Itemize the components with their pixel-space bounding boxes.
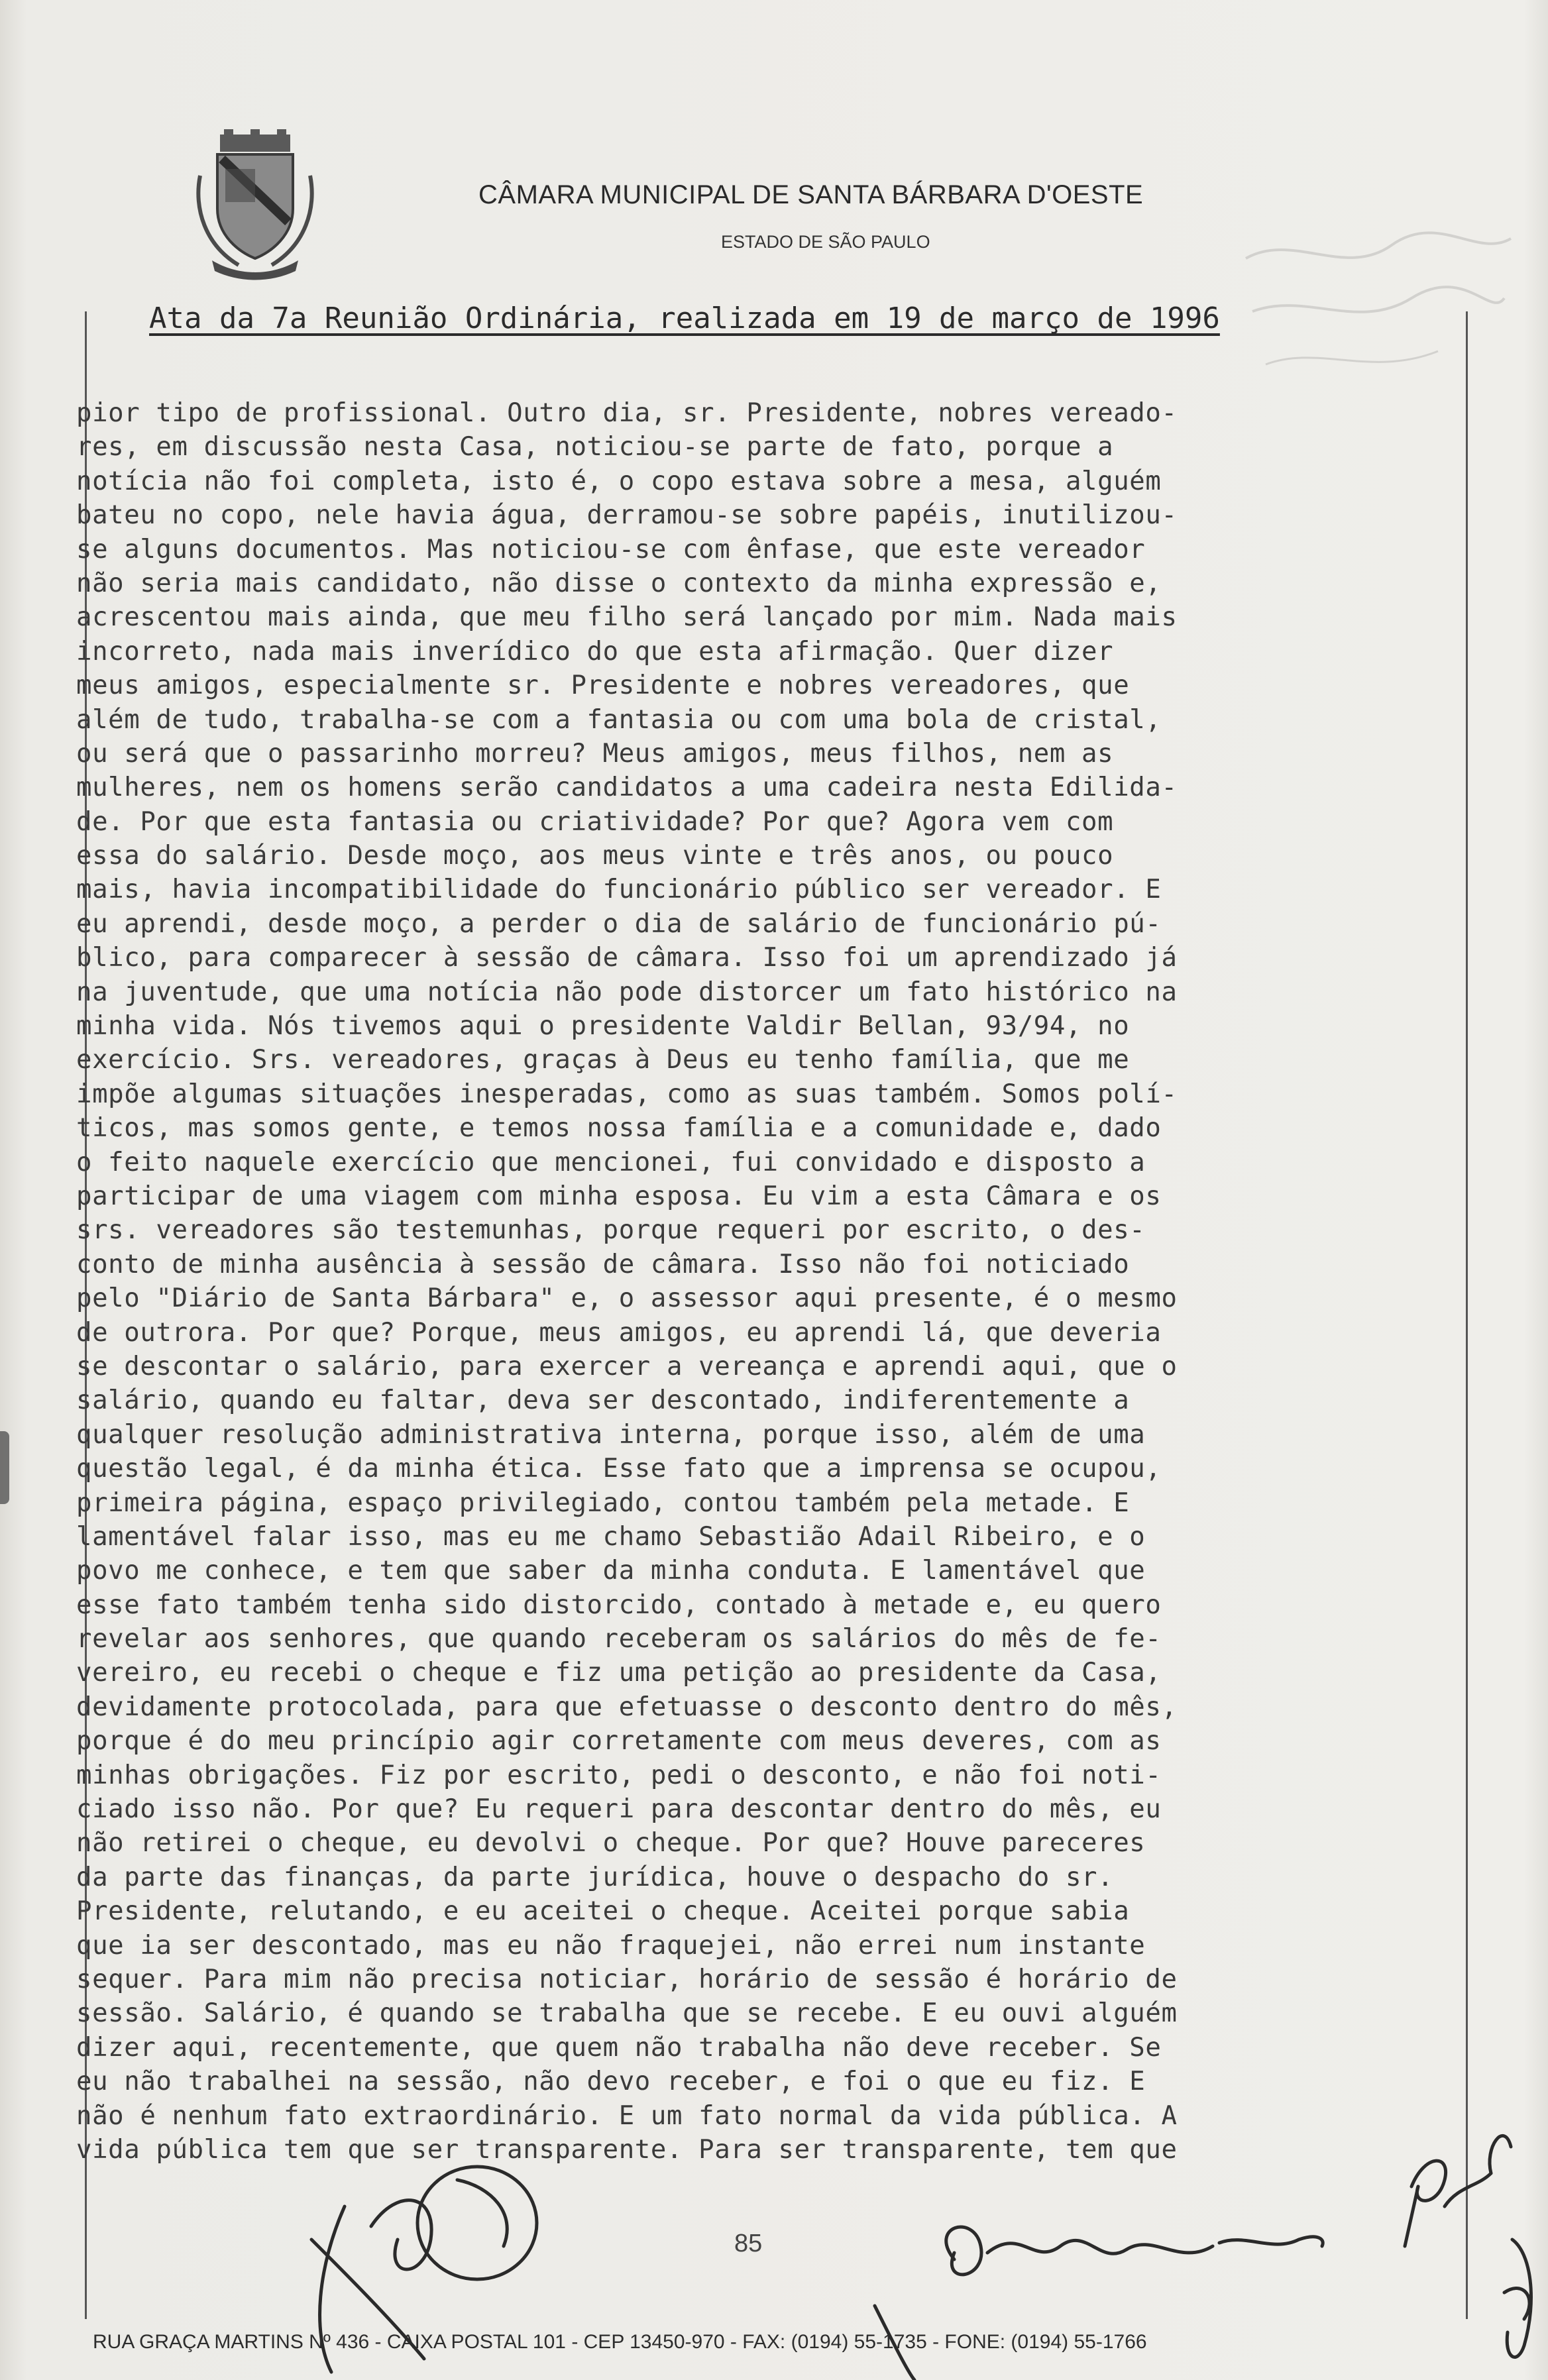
text-line: não retirei o cheque, eu devolvi o cheque. Por que? Houve pareceres bbox=[76, 1828, 1146, 1859]
text-line: res, em discussão nesta Casa, noticiou-se parte de fato, porque a bbox=[76, 432, 1114, 462]
text-line: conto de minha ausência à sessão de câmara. Isso não foi noticiado bbox=[76, 1249, 1130, 1279]
text-line: na juventude, que uma notícia não pode distorcer um fato histórico na bbox=[76, 977, 1178, 1007]
text-line: mais, havia incompatibilidade do funcionário público ser vereador. E bbox=[76, 875, 1162, 905]
text-line: pelo "Diário de Santa Bárbara" e, o assessor aqui presente, é o mesmo bbox=[76, 1283, 1178, 1314]
binding-mark bbox=[0, 1431, 9, 1504]
text-line: vida pública tem que ser transparente. Para ser transparente, tem que bbox=[76, 2134, 1178, 2165]
text-line: dizer aqui, recentemente, que quem não trabalha não deve receber. Se bbox=[76, 2032, 1162, 2063]
text-line: revelar aos senhores, que quando receberam os salários do mês de fe- bbox=[76, 1624, 1162, 1654]
text-line: minhas obrigações. Fiz por escrito, pedi o desconto, e não foi noti- bbox=[76, 1760, 1162, 1790]
text-line: notícia não foi completa, isto é, o copo estava sobre a mesa, alguém bbox=[76, 466, 1162, 496]
text-line: mulheres, nem os homens serão candidatos a uma cadeira nesta Edilida- bbox=[76, 773, 1178, 803]
text-line: salário, quando eu faltar, deva ser descontado, indiferentemente a bbox=[76, 1385, 1130, 1416]
text-line: srs. vereadores são testemunhas, porque requeri por escrito, o des- bbox=[76, 1215, 1146, 1246]
text-line: além de tudo, trabalha-se com a fantasia ou com uma bola de cristal, bbox=[76, 704, 1162, 735]
text-line: da parte das finanças, da parte jurídica, houve o despacho do sr. bbox=[76, 1862, 1114, 1892]
text-line: devidamente protocolada, para que efetuasse o desconto dentro do mês, bbox=[76, 1692, 1178, 1722]
text-line: bateu no copo, nele havia água, derramou-se sobre papéis, inutilizou- bbox=[76, 500, 1178, 531]
text-line: não é nenhum fato extraordinário. E um fato normal da vida pública. A bbox=[76, 2100, 1178, 2131]
signature-right-paulo bbox=[1405, 2136, 1531, 2357]
text-line: exercício. Srs. vereadores, graças à Deus eu tenho família, que me bbox=[76, 1045, 1130, 1075]
text-line: primeira página, espaço privilegiado, contou também pela metade. E bbox=[76, 1488, 1130, 1518]
page-number: 85 bbox=[734, 2230, 763, 2257]
text-line: se alguns documentos. Mas noticiou-se com ênfase, que este vereador bbox=[76, 534, 1146, 565]
text-line: sequer. Para mim não precisa noticiar, horário de sessão é horário de bbox=[76, 1964, 1178, 1994]
text-line: incorreto, nada mais inverídico do que esta afirmação. Quer dizer bbox=[76, 636, 1114, 667]
text-line: o feito naquele exercício que mencionei, fui convidado e disposto a bbox=[76, 1147, 1146, 1177]
text-line: impõe algumas situações inesperadas, como as suas também. Somos polí- bbox=[76, 1079, 1178, 1109]
text-line: ticos, mas somos gente, e temos nossa família e a comunidade e, dado bbox=[76, 1113, 1162, 1144]
text-line: que ia ser descontado, mas eu não fraquejei, não errei num instante bbox=[76, 1930, 1146, 1961]
state-name: ESTADO DE SÃO PAULO bbox=[721, 232, 930, 252]
text-line: Presidente, relutando, e eu aceitei o cheque. Aceitei porque sabia bbox=[76, 1896, 1130, 1927]
text-line: povo me conhece, e tem que saber da minha conduta. E lamentável que bbox=[76, 1556, 1146, 1586]
text-line: de. Por que esta fantasia ou criatividade? Por que? Agora vem com bbox=[76, 806, 1114, 837]
municipal-coat-of-arms-icon bbox=[192, 129, 318, 282]
footer-address: RUA GRAÇA MARTINS Nº 436 - CAIXA POSTAL 101 - CEP 13450-970 - FAX: (0194) 55-1735 - FONE: (0194) 55-1766 bbox=[93, 2331, 1147, 2353]
text-line: vereiro, eu recebi o cheque e fiz uma petição ao presidente da Casa, bbox=[76, 1658, 1162, 1688]
text-line: meus amigos, especialmente sr. Presidente e nobres vereadores, que bbox=[76, 671, 1130, 701]
text-line: minha vida. Nós tivemos aqui o presidente Valdir Bellan, 93/94, no bbox=[76, 1011, 1130, 1042]
text-line: eu não trabalhei na sessão, não devo receber, e foi o que eu fiz. E bbox=[76, 2067, 1146, 2097]
text-line: esse fato também tenha sido distorcido, contado à metade e, eu quero bbox=[76, 1590, 1162, 1620]
text-line: lamentável falar isso, mas eu me chamo Sebastião Adail Ribeiro, e o bbox=[76, 1521, 1146, 1552]
text-line: questão legal, é da minha ética. Esse fato que a imprensa se ocupou, bbox=[76, 1454, 1162, 1484]
text-line: não seria mais candidato, não disse o contexto da minha expressão e, bbox=[76, 568, 1162, 598]
text-line: pior tipo de profissional. Outro dia, sr. Presidente, nobres vereado- bbox=[76, 398, 1178, 428]
text-line: se descontar o salário, para exercer a vereança e aprendi aqui, que o bbox=[76, 1351, 1178, 1381]
minutes-title: Ata da 7a Reunião Ordinária, realizada em 19 de março de 1996 bbox=[149, 301, 1220, 335]
text-line: porque é do meu princípio agir corretamente com meus deveres, com as bbox=[76, 1726, 1162, 1757]
text-line: sessão. Salário, é quando se trabalha que se recebe. E eu ouvi alguém bbox=[76, 1998, 1178, 2029]
text-line: blico, para comparecer à sessão de câmara. Isso foi um aprendizado já bbox=[76, 943, 1178, 973]
text-line: eu aprendi, desde moço, a perder o dia de salário de funcionário pú- bbox=[76, 908, 1162, 939]
text-line: de outrora. Por que? Porque, meus amigos, eu aprendi lá, que deveria bbox=[76, 1317, 1162, 1348]
signature-center bbox=[875, 2227, 1323, 2380]
text-line: acrescentou mais ainda, que meu filho será lançado por mim. Nada mais bbox=[76, 602, 1178, 633]
minutes-body bbox=[76, 396, 1468, 2167]
text-line: ou será que o passarinho morreu? Meus amigos, meus filhos, nem as bbox=[76, 738, 1114, 769]
text-line: qualquer resolução administrativa interna, porque isso, além de uma bbox=[76, 1419, 1146, 1450]
text-line: participar de uma viagem com minha esposa. Eu vim a esta Câmara e os bbox=[76, 1181, 1162, 1211]
text-line: essa do salário. Desde moço, aos meus vinte e três anos, ou pouco bbox=[76, 841, 1114, 871]
text-line: ciado isso não. Por que? Eu requeri para descontar dentro do mês, eu bbox=[76, 1794, 1162, 1825]
institution-name: CÂMARA MUNICIPAL DE SANTA BÁRBARA D'OESTE bbox=[478, 180, 1144, 209]
